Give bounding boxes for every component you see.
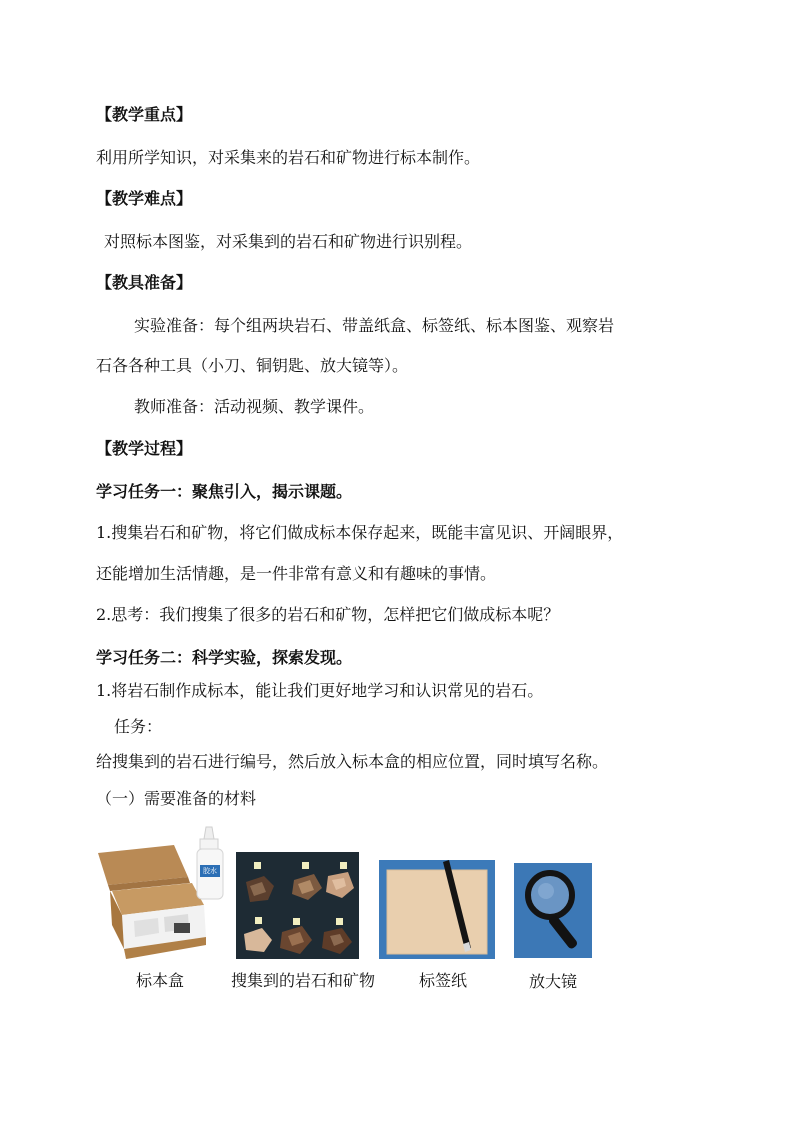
caption-specimen-box: 标本盒 <box>136 971 185 990</box>
difficulty-heading: 【教学难点】 <box>96 189 193 208</box>
task1-heading: 学习任务一：聚焦引入，揭示课题。 <box>96 482 353 501</box>
task2-task-text: 给搜集到的岩石进行编号，然后放入标本盒的相应位置，同时填写名称。 <box>96 752 609 771</box>
task1-paragraph2: 2.思考：我们搜集了很多的岩石和矿物，怎样把它们做成标本呢？ <box>96 605 560 624</box>
caption-magnifier: 放大镜 <box>529 972 578 991</box>
prep-teacher: 教师准备：活动视频、教学课件。 <box>134 397 375 416</box>
prep-experiment-line2: 石各各种工具（小刀、铜钥匙、放大镜等）。 <box>96 356 409 375</box>
key-points-heading: 【教学重点】 <box>96 105 193 124</box>
prep-experiment-line1: 实验准备：每个组两块岩石、带盖纸盒、标签纸、标本图鉴、观察岩 <box>134 316 615 335</box>
task1-paragraph1-line2: 还能增加生活情趣，是一件非常有意义和有趣味的事情。 <box>96 564 497 583</box>
process-heading: 【教学过程】 <box>96 439 193 458</box>
task2-task-label: 任务： <box>114 717 163 736</box>
glue-label: 胶水 <box>203 867 217 875</box>
rocks-minerals-image <box>236 852 359 959</box>
difficulty-text: 对照标本图鉴，对采集到的岩石和矿物进行识别程。 <box>104 232 473 251</box>
key-points-text: 利用所学知识，对采集来的岩石和矿物进行标本制作。 <box>96 148 481 167</box>
specimen-box-image <box>94 825 228 963</box>
prep-heading: 【教具准备】 <box>96 273 193 292</box>
caption-label-paper: 标签纸 <box>419 971 468 990</box>
magnifier-image <box>514 863 592 958</box>
task1-paragraph1-line1: 1.搜集岩石和矿物，将它们做成标本保存起来，既能丰富见识、开阔眼界， <box>96 523 624 542</box>
label-paper-image <box>379 860 495 959</box>
materials-heading: （一）需要准备的材料 <box>96 789 257 808</box>
caption-rocks-minerals: 搜集到的岩石和矿物 <box>231 971 376 990</box>
task2-heading: 学习任务二：科学实验，探索发现。 <box>96 648 353 667</box>
task2-paragraph1: 1.将岩石制作成标本，能让我们更好地学习和认识常见的岩石。 <box>96 681 544 700</box>
